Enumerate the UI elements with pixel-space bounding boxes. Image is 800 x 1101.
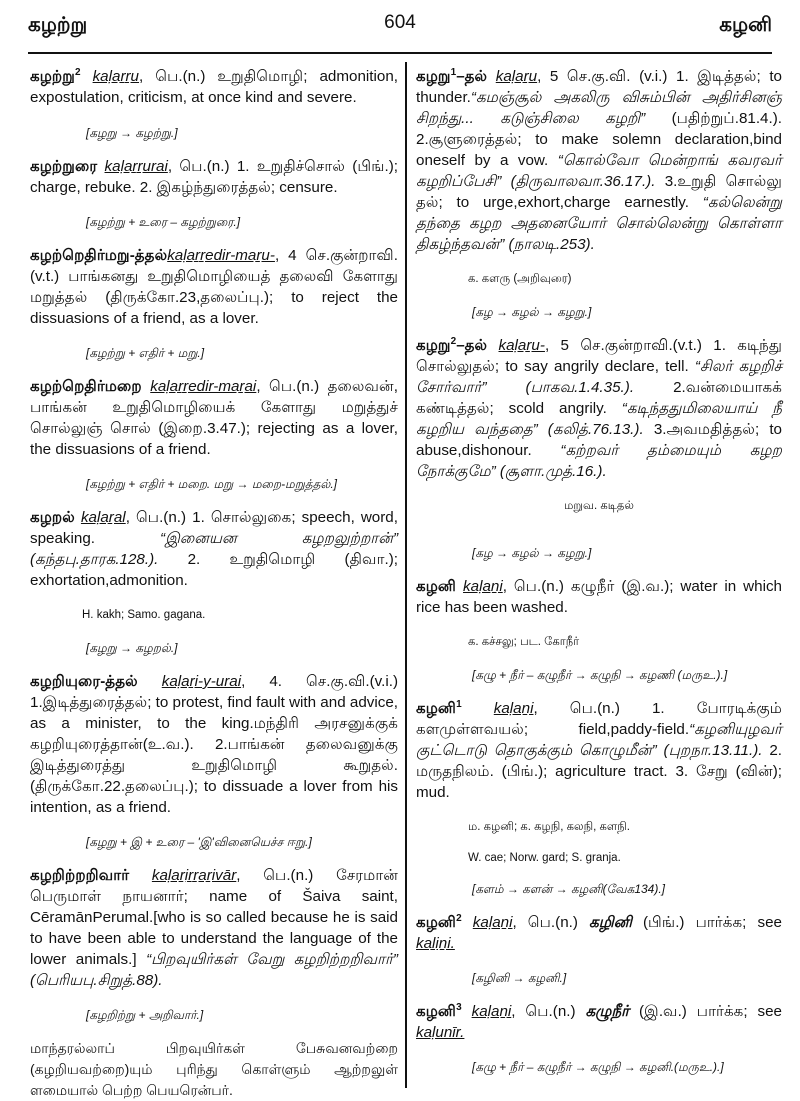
definition: , பெ.(n.) 1. போரடிக்கும் களமுள்ளவயல்; field,paddy-field.	[416, 700, 782, 738]
definition: 2. மருதநிலம். (பிங்.); agriculture tract. 3. சேறு (வின்); mud.	[416, 742, 782, 801]
definition: , பெ.(n.) 1. உறுதிச்சொல் (பிங்.); charge, rebuke. 2. இகழ்ந்துரைத்தல்; censure.	[30, 158, 398, 196]
column-divider	[405, 62, 407, 1088]
headword: கழறு	[416, 68, 451, 85]
citation: “கொல்வோ மென்றாங் கவரவர் கழறிப்பேசி” (திருவாலவா.36.17.).	[416, 152, 782, 190]
header-right-word: கழனி	[719, 14, 772, 36]
definition: 2. உறுதிமொழி (திவா.); exhortation,admonition.	[30, 551, 398, 589]
etymology: [கழற்று + எதிர் + மறு.]	[86, 346, 205, 360]
right-column	[416, 62, 782, 1076]
transliteration: kaḷaṟṟu	[92, 68, 140, 85]
headword: கழனி	[416, 578, 457, 595]
definition: (பிங்.) பார்க்க; see	[631, 914, 782, 931]
transliteration: kaḷaṟu-	[498, 337, 545, 354]
etymology: [கழ → கழல் → கழறு.]	[472, 305, 592, 319]
page-header	[28, 8, 772, 54]
see-transliteration: kaḻiṉi.	[416, 935, 455, 952]
definition: , பெ.(n.) 1. சொல்லுகை; speech, word, speaking.	[30, 509, 398, 547]
dictionary-entry	[30, 245, 398, 362]
dictionary-entry	[30, 507, 398, 657]
headword: கழனி	[416, 700, 457, 717]
entry-text	[416, 698, 782, 803]
headword: கழற்றுரை	[30, 158, 98, 175]
etymology: [கழறிற்று + அறிவார்.]	[86, 1008, 204, 1022]
cognates: ம. கழனி; க. கழநி, கலநி, களநி.	[468, 821, 630, 833]
entry-text	[30, 671, 398, 818]
transliteration: kaḷaṟu	[495, 68, 538, 85]
etymology: [கழு + நீர் – கழுநீர் → கழுநி → கழனி.(மருஉ.).]	[472, 1060, 724, 1074]
homonym-number: 2	[74, 66, 81, 78]
etymology: [கழறு + இ + உரை – 'இ'வினையெச்ச ஈறு.]	[86, 835, 312, 849]
headword: கழனி	[416, 914, 457, 931]
definition: , 5 செ.குன்றாவி.(v.t.) 1. கடிந்து சொல்லுதல்; to say angrily declare, tell.	[416, 337, 782, 375]
etymology: [கழு + நீர் – கழுநீர் → கழுநி → கழணி (மருஉ.).]	[472, 668, 728, 682]
etymology: [கழ → கழல் → கழறு.]	[472, 546, 592, 560]
definition: , பெ.(n.)	[512, 914, 590, 931]
citation: “கல்லென்று தந்தை கழற அதனையோர் சொல்லென்று கொள்ளா திகழ்ந்தவன்” (நாலடி.253).	[416, 194, 782, 253]
see-transliteration: kaḷunīr.	[416, 1024, 465, 1041]
dictionary-entry	[30, 156, 398, 231]
etymology: [கழினி → கழனி.]	[472, 971, 567, 985]
entry-text	[30, 66, 398, 108]
homonym-number: 1	[450, 66, 457, 78]
entry-text	[416, 1001, 782, 1043]
etymology: [கழறு → கழற்று.]	[86, 126, 178, 140]
entry-text	[30, 507, 398, 591]
transliteration: kaḷaṉi	[471, 1003, 512, 1020]
dictionary-entry	[30, 671, 398, 851]
entry-text	[416, 576, 782, 618]
synonyms: மறுவ. கடிதல்	[564, 500, 634, 512]
dictionary-entry	[30, 865, 398, 1024]
dictionary-entry	[30, 66, 398, 142]
entry-text	[30, 156, 398, 198]
definition: 2.வன்மையாகக் கண்டித்தல்; scold angrily.	[416, 379, 782, 417]
definition: (பதிற்றுப்.81.4.). 2.சூளுரைத்தல்; to make solemn declaration,bind oneself by a vow.	[416, 110, 783, 169]
page-number: 604	[384, 12, 416, 33]
homonym-number: 2	[456, 912, 462, 924]
citation: “சிலர் கழறிச் சோர்வார்” (பாகவ.1.4.35.).	[416, 358, 782, 396]
transliteration: kaḷaṉi	[463, 578, 503, 595]
transliteration: kaḷaṟiṟṟaṟivār	[151, 867, 237, 884]
cognates: க. கச்சலு; பட. கோநீர்	[468, 636, 580, 648]
cognates: W. cae; Norw. gard; S. granja.	[468, 852, 621, 864]
definition: (இ.வ.) பார்க்க; see	[629, 1003, 782, 1020]
entry-text	[416, 912, 782, 954]
transliteration: kaḷaṟṟedir-maṟu-	[167, 247, 275, 264]
definition: , பெ.(n.) தலைவன், பாங்கன் உறுதிமொழியைக் கேளாது மறுத்துச் சொல்லுஞ் சொல் (இறை.3.47.); rejecting as a lover, the dissuasions of a friend.	[30, 378, 398, 458]
dictionary-entry	[416, 576, 782, 684]
cognates: H. kakh; Samo. gagana.	[82, 609, 206, 621]
dictionary-entry	[416, 335, 782, 562]
citation: “பிறவுயிர்கள் வேறு கழறிற்றறிவார்” (பெரியபு.சிறுத்.88).	[30, 951, 398, 989]
headword: கழறியுரை-த்தல்	[30, 673, 138, 690]
definition: 3.உறுதி சொல்லு தல்; to urge,exhort,charge earnestly.	[416, 173, 782, 211]
etymology: [கழற்று + உரை – கழற்றுரை.]	[86, 215, 241, 229]
headword: கழறு	[416, 337, 451, 354]
homonym-number: 3	[456, 1001, 462, 1013]
dictionary-entry	[416, 1001, 782, 1076]
definition: , 4. செ.கு.வி.(v.i.) 1.இடித்துரைத்தல்; to protest, find fault with and advice, as a minister, to the king.மந்திரி அரசனுக்குக் கழறியுரைத்தான்(உ.வ.). 2.பாங்கன் தலைவனுக்கு இடித்துரைத்து உறுதிமொழி கூறுதல். (திருக்கோ.22.தலைப்பு.); to dissuade a lover from his intention, as a friend.	[30, 673, 398, 816]
explanatory-note: மாந்தரல்லாப் பிறவுயிர்கள் பேசுவனவற்றை (கழறியவற்றை)யும் புரிந்து கொள்ளும் ஆற்றலுள் ளமையால் பெற்ற பெயரென்பர்.	[30, 1040, 398, 1098]
cognates: க. களரு (அறிவுரை)	[468, 273, 572, 285]
citation: “கடிந்ததுமிலையாய் நீ கழறிய வந்ததை” (கலித்.76.13.).	[416, 400, 783, 438]
definition: , பெ.(n.) கழுநீர் (இ.வ.); water in which rice has been washed.	[416, 578, 782, 616]
transliteration: kaḷaṟṟurai	[104, 158, 168, 175]
header-left-word: கழற்று	[28, 14, 88, 36]
headword: கழற்றெதிர்மறு-த்தல்	[30, 247, 168, 264]
dictionary-entry	[416, 912, 782, 987]
cross-reference: கழினி	[589, 914, 632, 931]
cross-reference: கழுநீர்	[585, 1003, 630, 1020]
definition: , பெ.(n.) உறுதிமொழி; admonition, expostulation, criticism, at once kind and severe.	[30, 68, 398, 106]
definition: , 4 செ.குன்றாவி. (v.t.) பாங்கனது உறுதிமொழியைத் தலைவி கேளாது மறுத்தல் (திருக்கோ.23,தலைப்பு.); to reject the dissuasions of a friend, as a lover.	[30, 247, 398, 327]
transliteration: kaḷaṟṟedir-maṟai	[150, 378, 257, 395]
dictionary-entry	[30, 376, 398, 493]
dictionary-entry	[416, 66, 782, 321]
definition: , பெ.(n.)	[511, 1003, 586, 1020]
transliteration: kaḷaṉi	[472, 914, 513, 931]
definition: 3.அவமதித்தல்; to abuse,dishonour.	[416, 421, 782, 459]
headword: கழறல்	[30, 509, 75, 526]
entry-text	[416, 335, 782, 482]
transliteration: kaḷaṉi	[493, 700, 534, 717]
headword: கழனி	[416, 1003, 457, 1020]
headword: கழற்று	[30, 68, 75, 85]
homonym-number: 2	[450, 335, 457, 347]
citation: “கழனியுழவர் குட்டொடு தொகுக்கும் கொழுமீன்” (புறநா.13.11.).	[416, 721, 782, 759]
homonym-number: 1	[456, 698, 462, 710]
entry-text	[30, 865, 398, 991]
etymology: [கழற்று + எதிர் + மறை. மறு → மறை-மறுத்தல்.]	[86, 477, 338, 491]
entry-text	[30, 376, 398, 460]
definition: , 5 செ.கு.வி. (v.i.) 1. இடித்தல்; to thunder.	[416, 68, 782, 106]
transliteration: kaḷaṟal	[80, 509, 126, 526]
etymology: [களம் → களன் → கழனி(வேக134).]	[472, 882, 666, 896]
headword-suffix: –தல்	[456, 68, 488, 85]
entry-text	[30, 245, 398, 329]
etymology: [கழறு → கழறல்.]	[86, 641, 178, 655]
left-column	[30, 62, 398, 1101]
entry-text	[416, 66, 782, 255]
transliteration: kaḷaṟi-y-urai	[161, 673, 242, 690]
headword: கழறிற்றறிவார்	[30, 867, 130, 884]
definition: , பெ.(n.) சேரமான் பெருமாள் நாயனார்; name of Šaiva saint, CēramānPerumal.[who is so called because he is said to have been able to understand the language of the lower animals.]	[30, 867, 398, 968]
citation: “கற்றவர் தம்மையும் கழற நோக்குமே” (சூளா.முத்.16.).	[416, 442, 782, 480]
citation: “கமஞ்சூல் அகலிரு விசும்பின் அதிர்சினஞ் சிறந்து... கடுஞ்சிலை கழறி”	[416, 89, 782, 127]
citation: “இனையன கழறலுற்றான்” (கந்தபு.தாரக.128.).	[30, 530, 399, 568]
headword-suffix: –தல்	[456, 337, 488, 354]
dictionary-entry	[416, 698, 782, 898]
headword: கழற்றெதிர்மறை	[30, 378, 142, 395]
